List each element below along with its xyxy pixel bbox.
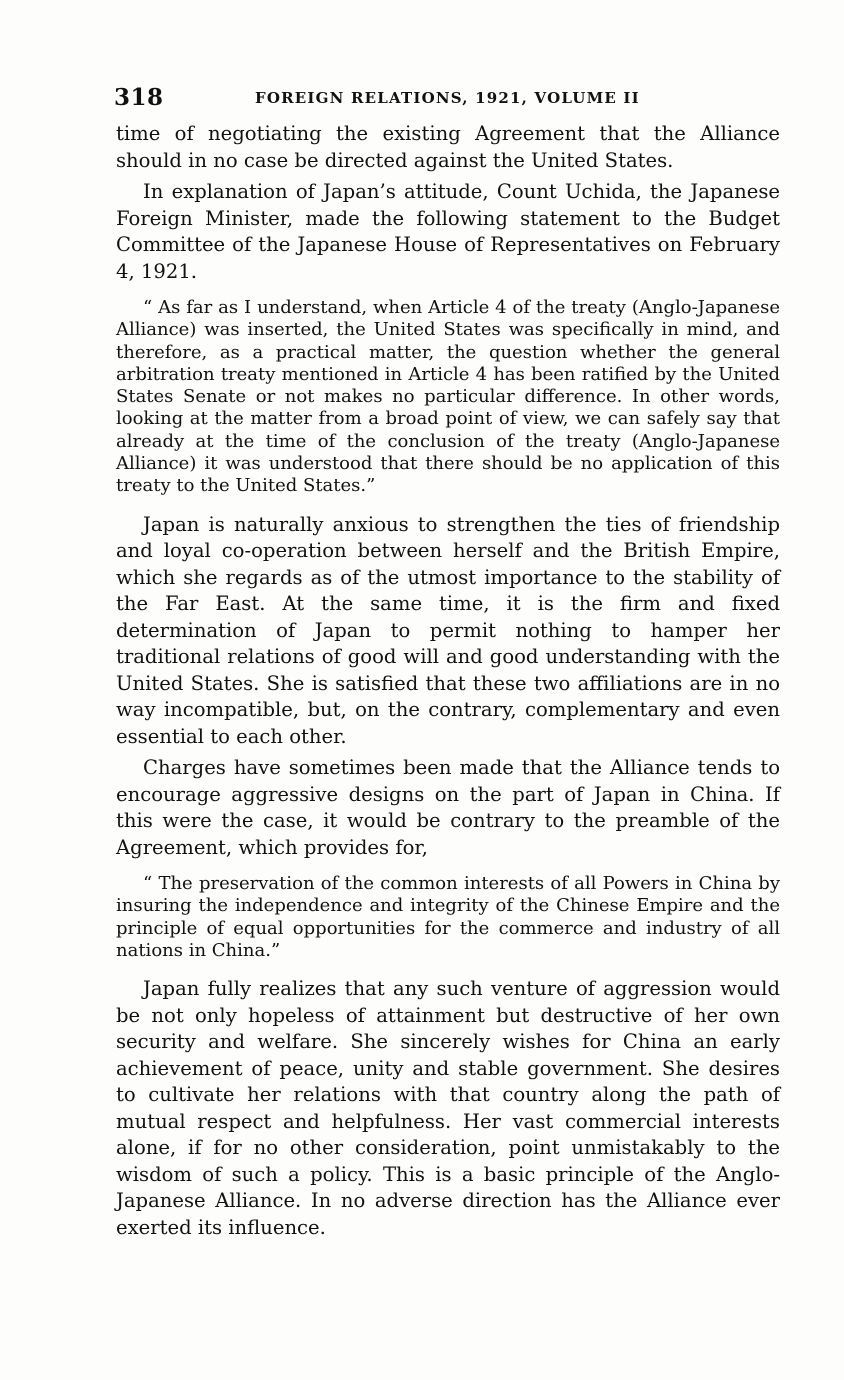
- body-text: [116, 121, 780, 1241]
- running-title: FOREIGN RELATIONS, 1921, VOLUME II: [255, 89, 640, 107]
- page-number: 318: [114, 84, 164, 111]
- uchida-intro-paragraph: In explanation of Japan’s attitude, Count Uchida, the Japanese Foreign Minister, made the following statement to the Budget Committee of the Japanese House of Representatives on February 4, 1921.: [116, 180, 780, 283]
- page-header: [114, 84, 674, 114]
- friendship-paragraph: Japan is naturally anxious to strengthen the ties of friendship and loyal co-operation between herself and the British Empire, which she regards as of the utmost importance to the stability of the Far East. At the same time, it is the firm and fixed determination of Japan to permit nothing to hamper her traditional relations of good will and good understanding with the United States. She is satisfied that these two affiliations are in no way incompatible, but, on the contrary, complementary and even essential to each other.: [116, 512, 780, 748]
- charges-paragraph: Charges have sometimes been made that the Alliance tends to encourage aggressive designs on the part of Japan in China. If this were the case, it would be contrary to the preamble of the Agreement, which provides for,: [116, 756, 780, 859]
- aggression-paragraph: Japan fully realizes that any such venture of aggression would be not only hopeless of attainment but destructive of her own security and welfare. She sincerely wishes for China an early achievement of peace, unity and stable government. She desires to cultivate her relations with that country along the path of mutual respect and helpfulness. Her vast commercial interests alone, if for no other consideration, point unmistakably to the wisdom of such a policy. This is a basic principle of the Anglo-Japanese Alliance. In no adverse direction has the Alliance ever exerted its influence.: [116, 977, 780, 1239]
- preamble-quote: “ The preservation of the common interests of all Powers in China by insuring the independence and integrity of the Chinese Empire and the principle of equal opportunities for the commerce and industry of all nations in China.”: [116, 873, 780, 962]
- uchida-statement-quote: “ As far as I understand, when Article 4 of the treaty (Anglo-Japanese Alliance) was inserted, the United States was specifically in mind, and therefore, as a practical matter, the question whether the general arbitration treaty mentioned in Article 4 has been ratified by the United States Senate or not makes no particular difference. In other words, looking at the matter from a broad point of view, we can safely say that already at the time of the conclusion of the treaty (Anglo-Japanese Alliance) it was understood that there should be no application of this treaty to the United States.”: [116, 297, 780, 497]
- continued-paragraph: time of negotiating the existing Agreement that the Alliance should in no case be directed against the United States.: [116, 122, 780, 172]
